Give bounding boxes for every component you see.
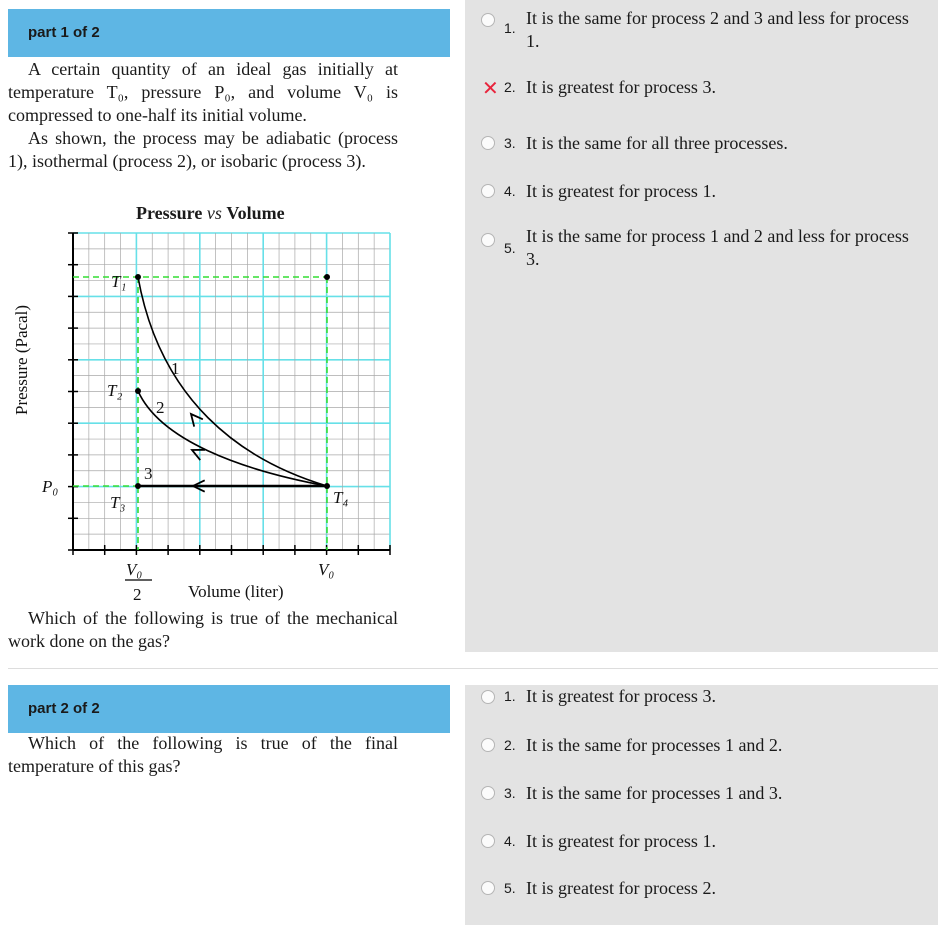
label-curve-3: 3 (144, 464, 153, 483)
choice-number: 4. (504, 183, 516, 199)
chart-marks (12, 272, 348, 604)
choice-text: It is greatest for process 2. (526, 878, 716, 898)
label-P0: P₀ (42, 477, 59, 496)
pv-chart (0, 220, 400, 640)
point-T4 (324, 483, 330, 489)
point-T3 (135, 483, 141, 489)
choice-text: It is the same for all three processes. (526, 133, 788, 153)
choice-number: 2. (504, 79, 516, 95)
radio-button[interactable] (481, 834, 495, 848)
label-T3: T₃ (110, 493, 126, 512)
part1-question (8, 607, 398, 653)
radio-button[interactable] (481, 786, 495, 800)
part2-header-label: part 2 of 2 (28, 700, 100, 717)
radio-button[interactable] (481, 233, 495, 247)
part1-paragraph2: As shown, the process may be adiabatic (process 1), isothermal (process 2), or isobaric (process 3). (8, 128, 398, 171)
process-1-arrow (191, 414, 203, 427)
label-curve-1: 1 (171, 359, 180, 378)
x-axis-label: Volume (liter) (188, 582, 284, 601)
radio-button[interactable] (481, 690, 495, 704)
radio-button[interactable] (481, 881, 495, 895)
part1-paragraph1: A certain quantity of an ideal gas initially at temperature T₀, pressure P₀, and volume V₀ is compressed to one-half its initial volume. (8, 59, 398, 125)
radio-button[interactable] (481, 184, 495, 198)
choice-text: It is the same for processes 1 and 2. (526, 735, 783, 755)
choice-number: 1. (504, 688, 516, 704)
y-axis-label: Pressure (Pacal) (12, 305, 31, 415)
choice-text: It is the same for process 1 and 2 and less for process 3. (526, 226, 909, 269)
choice-text: It is greatest for process 3. (526, 77, 716, 97)
wrong-x-icon: ✕ (482, 76, 499, 100)
part2-choices-panel (465, 685, 938, 925)
choice-text: It is greatest for process 1. (526, 181, 716, 201)
part1-header (8, 9, 450, 57)
choice-number: 1. (504, 20, 516, 36)
part1-problem-text (8, 58, 398, 173)
label-V0-half-den: 2 (133, 585, 142, 604)
part2-question-text: Which of the following is true of the final temperature of this gas? (8, 733, 398, 776)
part1-header-label: part 1 of 2 (28, 24, 100, 41)
choice-text: It is the same for processes 1 and 3. (526, 783, 783, 803)
choice-text: It is the same for process 2 and 3 and less for process 1. (526, 8, 909, 51)
chart-title: Pressure vs Volume (136, 203, 285, 223)
radio-button[interactable] (481, 136, 495, 150)
label-V0-half-num: V₀ (126, 560, 143, 579)
choice-number: 5. (504, 880, 516, 896)
label-V0: V₀ (318, 560, 335, 579)
part1-question-text: Which of the following is true of the mechanical work done on the gas? (8, 608, 398, 651)
choice-number: 5. (504, 240, 516, 256)
point-corner (324, 274, 330, 280)
label-T4: T₄ (333, 488, 349, 507)
part2-header (8, 685, 450, 733)
radio-button[interactable] (481, 13, 495, 27)
part1-choices-panel (465, 0, 938, 652)
choice-text: It is greatest for process 3. (526, 686, 716, 706)
choice-number: 4. (504, 833, 516, 849)
label-T1: T₁ (111, 272, 127, 291)
choice-number: 3. (504, 785, 516, 801)
label-T2: T₂ (107, 381, 123, 400)
point-T1 (135, 274, 141, 280)
choice-number: 3. (504, 135, 516, 151)
label-curve-2: 2 (156, 398, 165, 417)
point-T2 (135, 388, 141, 394)
radio-button[interactable] (481, 738, 495, 752)
choice-text: It is greatest for process 1. (526, 831, 716, 851)
part2-question (8, 732, 398, 778)
section-divider (8, 668, 938, 669)
choice-number: 2. (504, 737, 516, 753)
